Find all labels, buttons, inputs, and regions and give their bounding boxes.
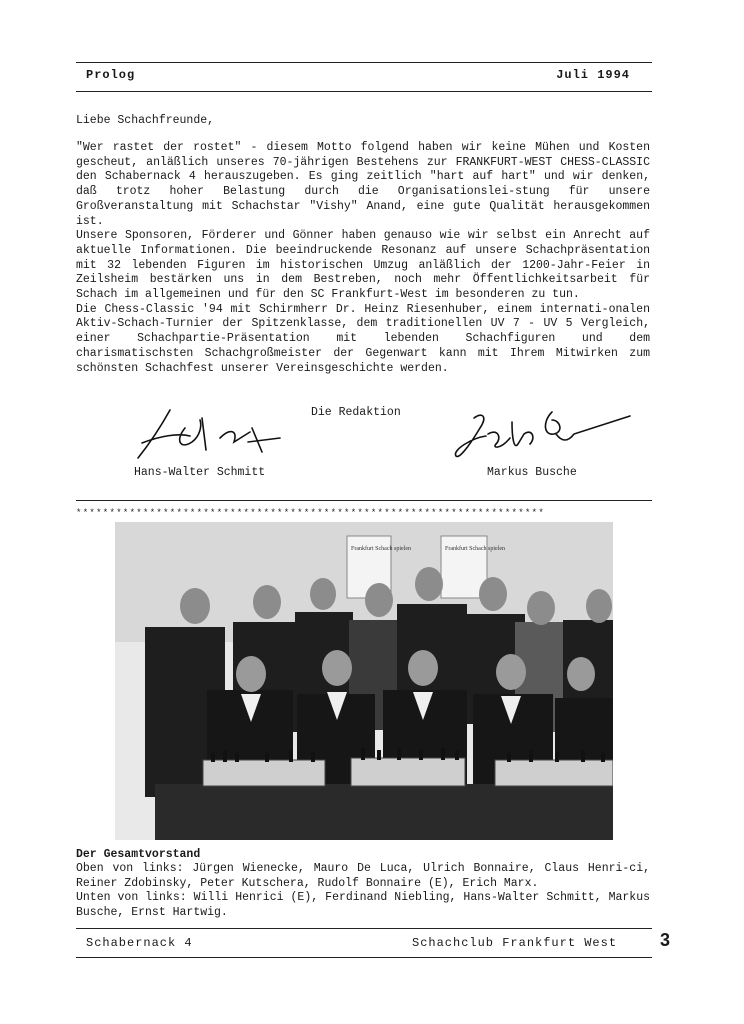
greeting: Liebe Schachfreunde, [76, 114, 215, 127]
paragraph: "Wer rastet der rostet" - diesem Motto folgend haben wir keine Mühen und Kosten gescheut, anläßlich unseres 70-jährigen Bestehens zur FRANKFURT-WEST CHESS-CLASSIC den Schabernack 4 herauszugeben. Es ging zeitlich "hart auf hart" und wir denken, daß trotz hoher Belastung durch die Organisationslei-stung für unsere Großveranstaltung mit Schachstar "Vishy" Anand, eine gute Qualität herausgekommen ist. [76, 141, 650, 228]
signature-name: Markus Busche [487, 466, 577, 479]
poster-text: Frankfurt Schach spielen [445, 546, 505, 552]
footer-club: Schachclub Frankfurt West [412, 936, 618, 950]
photo-caption-title: Der Gesamtvorstand [76, 848, 201, 861]
closing-signoff: Die Redaktion [311, 406, 401, 419]
star-separator: ********************************************************************** [76, 508, 546, 518]
paragraph: Die Chess-Classic '94 mit Schirmherr Dr. Heinz Riesenhuber, einem internati-onalen Aktiv-Schach-Turnier der Spitzenklasse, dem traditionellen UV 7 - UV 5 Vergleich, einer Schachpartie-Präsentation mit lebenden Schachfiguren und dem charismatischsten Schachgroßmeister der Gegenwart kann mit Ihrem Mitwirken zum schönsten Schachfest unserer Vereinsgeschichte werden. [76, 302, 650, 375]
letter-body [76, 141, 650, 376]
footer-publication: Schabernack 4 [86, 936, 193, 950]
caption-line: Unten von links: Willi Henrici (E), Ferdinand Niebling, Hans-Walter Schmitt, Markus Busche, Ernst Hartwig. [76, 891, 650, 919]
poster-text: Frankfurt Schach spielen [351, 546, 411, 552]
header-date: Juli 1994 [556, 68, 630, 82]
header-section-title: Prolog [86, 68, 136, 82]
signature-schmitt [130, 398, 290, 468]
footer-rule-top [76, 928, 652, 929]
footer-rule-bottom [76, 957, 652, 958]
page-number: 3 [660, 930, 671, 950]
caption-line: Oben von links: Jürgen Wienecke, Mauro De Luca, Ulrich Bonnaire, Claus Henri-ci, Reiner Zdobinsky, Peter Kutschera, Rudolf Bonnaire (E), Erich Marx. [76, 862, 650, 890]
signature-name: Hans-Walter Schmitt [134, 466, 266, 479]
section-divider [76, 500, 652, 501]
signature-busche [452, 398, 632, 468]
header-rule-top [76, 62, 652, 63]
header-rule-bottom [76, 91, 652, 92]
group-photo [115, 522, 613, 840]
paragraph: Unsere Sponsoren, Förderer und Gönner haben genauso wie wir selbst ein Anrecht auf aktuelle Informationen. Die beeindruckende Resonanz auf unsere Schachpräsentation mit 32 lebenden Figuren im historischen Umzug anläßlich der 1200-Jahr-Feier in Zeilsheim bestärken uns in dem Bestreben, noch mehr Öffentlichkeitsarbeit für Schach im allgemeinen und für den SC Frankfurt-West im besonderen zu tun. [76, 229, 650, 302]
photo-caption [76, 862, 650, 920]
group-photo-illustration [115, 522, 613, 840]
